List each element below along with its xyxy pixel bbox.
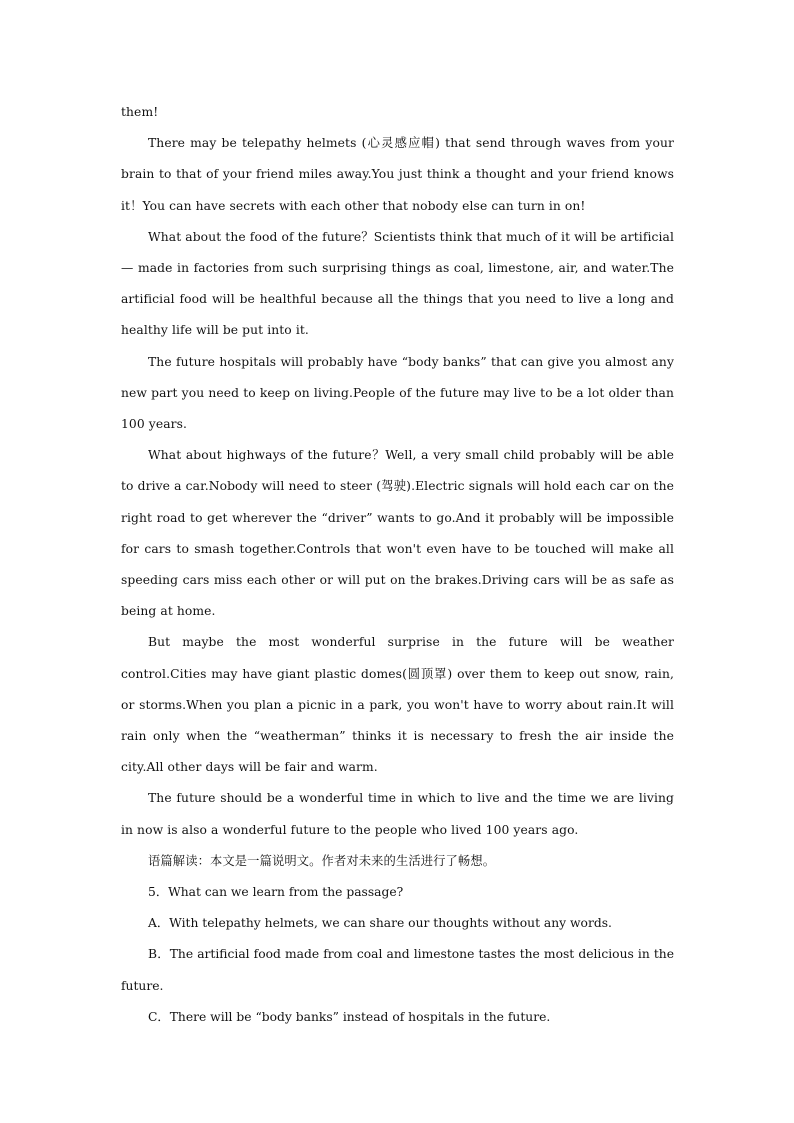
paragraph-5: What about highways of the future？Well, a very small child probably will be able to drive a car.Nobody will need to steer (驾驶).Electric signals will hold each car on the right road to get wherever the “driver” wants to go.And it probably will be impossible for cars to smash together.Controls that won't even have to be touched will make all speeding cars miss each other or will put on the brakes.Driving cars will be as safe as being at home. — [121, 448, 674, 619]
option-a: A．With telepathy helmets, we can share our thoughts without any words. — [148, 916, 612, 931]
option-b: B．The artificial food made from coal and limestone tastes the most delicious in the future. — [121, 947, 674, 993]
paragraph-1: them! — [121, 105, 159, 119]
reading-analysis: 语篇解读：本文是一篇说明文。作者对未来的生活进行了畅想。 — [148, 853, 496, 868]
paragraph-3: What about the food of the future？Scientists think that much of it will be artificial — made in factories from such surprising things as coal, limestone, air, and water.The artificial food will be healthful because all the things that you need to live a long and healthy life will be put into it. — [121, 229, 674, 338]
option-c: C．There will be “body banks” instead of hospitals in the future. — [148, 1009, 551, 1024]
paragraph-2: There may be telepathy helmets (心灵感应帽) that send through waves from your brain to that of your friend miles away.You just think a thought and your friend knows it！You can have secrets with each other that nobody else can turn in on! — [121, 136, 674, 213]
paragraph-7: The future should be a wonderful time in which to live and the time we are living in now is also a wonderful future to the people who lived 100 years ago. — [121, 791, 674, 837]
question-stem: 5．What can we learn from the passage? — [148, 885, 404, 900]
paragraph-4: The future hospitals will probably have “body banks” that can give you almost any new part you need to keep on living.People of the future may live to be a lot older than 100 years. — [121, 354, 674, 432]
document-page — [121, 97, 674, 1033]
paragraph-6: But maybe the most wonderful surprise in the future will be weather control.Cities may have giant plastic domes(圆顶罩) over them to keep out snow, rain, or storms.When you plan a picnic in a park, you won't have to worry about rain.It will rain only when the “weatherman” thinks it is necessary to fresh the air inside the city.All other days will be fair and warm. — [121, 635, 674, 775]
